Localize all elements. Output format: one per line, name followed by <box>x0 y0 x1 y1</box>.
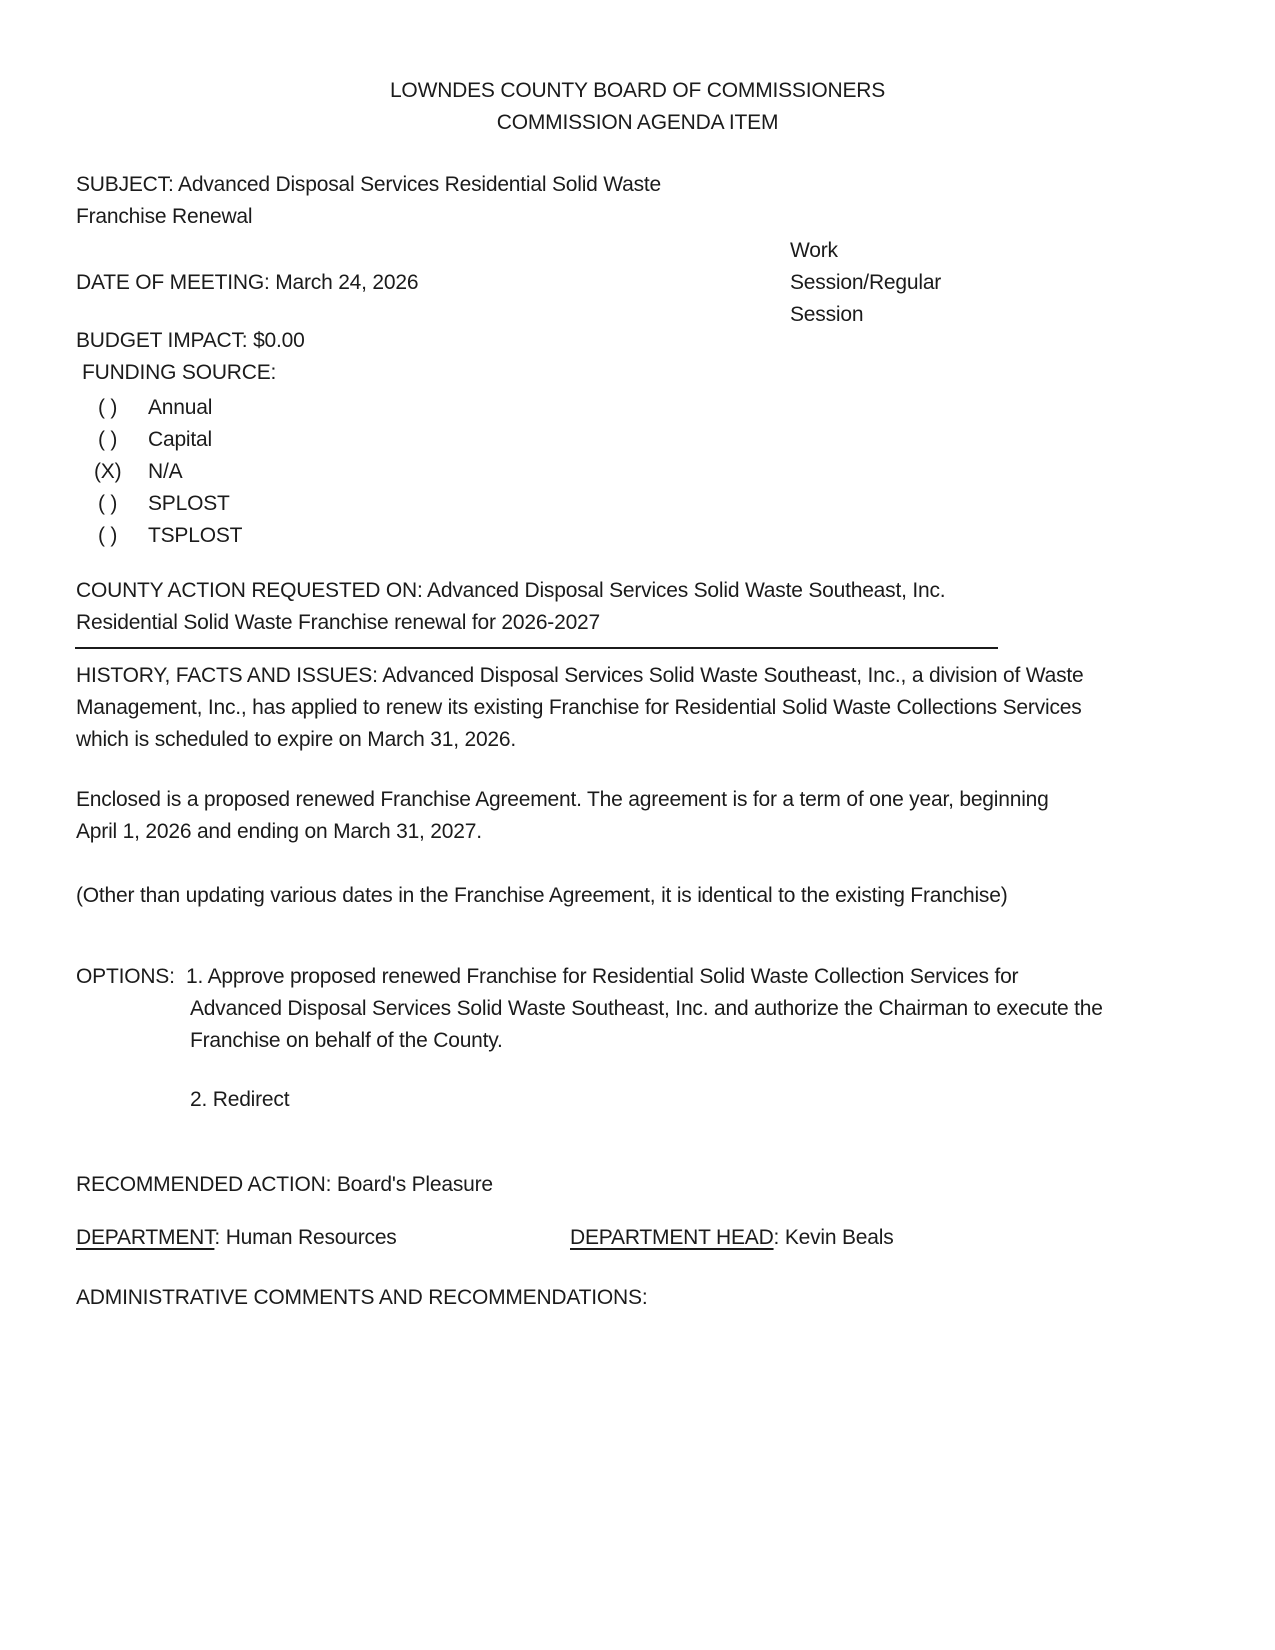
subject-line1: SUBJECT: Advanced Disposal Services Residential Solid Waste <box>76 173 662 196</box>
department-head-field <box>570 1222 894 1254</box>
document-title-line1: LOWNDES COUNTY BOARD OF COMMISSIONERS <box>389 79 886 102</box>
funding-option-label: Capital <box>148 428 212 451</box>
checkbox-capital: ( ) <box>98 428 118 451</box>
checkbox-tsplost: ( ) <box>98 524 118 547</box>
recommended-action: RECOMMENDED ACTION: Board's Pleasure <box>76 1173 493 1196</box>
budget-impact: BUDGET IMPACT: $0.00 <box>76 329 305 352</box>
checkbox-annual: ( ) <box>98 396 118 419</box>
department-head-label: DEPARTMENT HEAD <box>570 1226 774 1249</box>
option1-line1: 1. Approve proposed renewed Franchise for Residential Solid Waste Collection Services for <box>186 965 1019 988</box>
history-line2: Management, Inc., has applied to renew its existing Franchise for Residential Solid Waste Collections Services <box>76 696 1082 719</box>
department-field <box>76 1222 397 1254</box>
funding-option-label: N/A <box>148 460 183 483</box>
funding-option-label: TSPLOST <box>148 524 243 547</box>
subject-line2: Franchise Renewal <box>76 205 253 228</box>
department-value: : Human Resources <box>214 1226 397 1249</box>
option1-line3: Franchise on behalf of the County. <box>190 1029 503 1052</box>
history-line1: HISTORY, FACTS AND ISSUES: Advanced Disposal Services Solid Waste Southeast, Inc., a division of Waste <box>76 664 1084 687</box>
date-of-meeting: DATE OF MEETING: March 24, 2026 <box>76 271 419 294</box>
enclosed-line1: Enclosed is a proposed renewed Franchise Agreement. The agreement is for a term of one year, beginning <box>76 788 1049 811</box>
section-divider-rule <box>75 647 998 649</box>
options-label: OPTIONS: <box>76 965 175 988</box>
department-label: DEPARTMENT <box>76 1226 215 1249</box>
checkbox-splost: ( ) <box>98 492 118 515</box>
county-action-line1: COUNTY ACTION REQUESTED ON: Advanced Disposal Services Solid Waste Southeast, Inc. <box>76 579 946 602</box>
enclosed-line2: April 1, 2026 and ending on March 31, 2027. <box>76 820 482 843</box>
franchise-note: (Other than updating various dates in the Franchise Agreement, it is identical to the existing Franchise) <box>76 884 1008 907</box>
funding-option-label: Annual <box>148 396 213 419</box>
checkbox-na-checked: (X) <box>94 460 122 483</box>
session-type-line2: Session/Regular <box>790 271 942 294</box>
department-head-value: : Kevin Beals <box>773 1226 894 1249</box>
county-action-line2: Residential Solid Waste Franchise renewal for 2026-2027 <box>76 611 601 634</box>
session-type-line1: Work <box>790 239 838 262</box>
funding-source-label: FUNDING SOURCE: <box>82 361 277 384</box>
funding-option-label: SPLOST <box>148 492 230 515</box>
document-title-line2: COMMISSION AGENDA ITEM <box>496 111 779 134</box>
history-line3: which is scheduled to expire on March 31, 2026. <box>76 728 517 751</box>
option1-line2: Advanced Disposal Services Solid Waste Southeast, Inc. and authorize the Chairman to execute the <box>190 997 1103 1020</box>
option2: 2. Redirect <box>190 1088 290 1111</box>
session-type-line3: Session <box>790 303 864 326</box>
admin-comments-heading: ADMINISTRATIVE COMMENTS AND RECOMMENDATIONS: <box>76 1286 648 1309</box>
